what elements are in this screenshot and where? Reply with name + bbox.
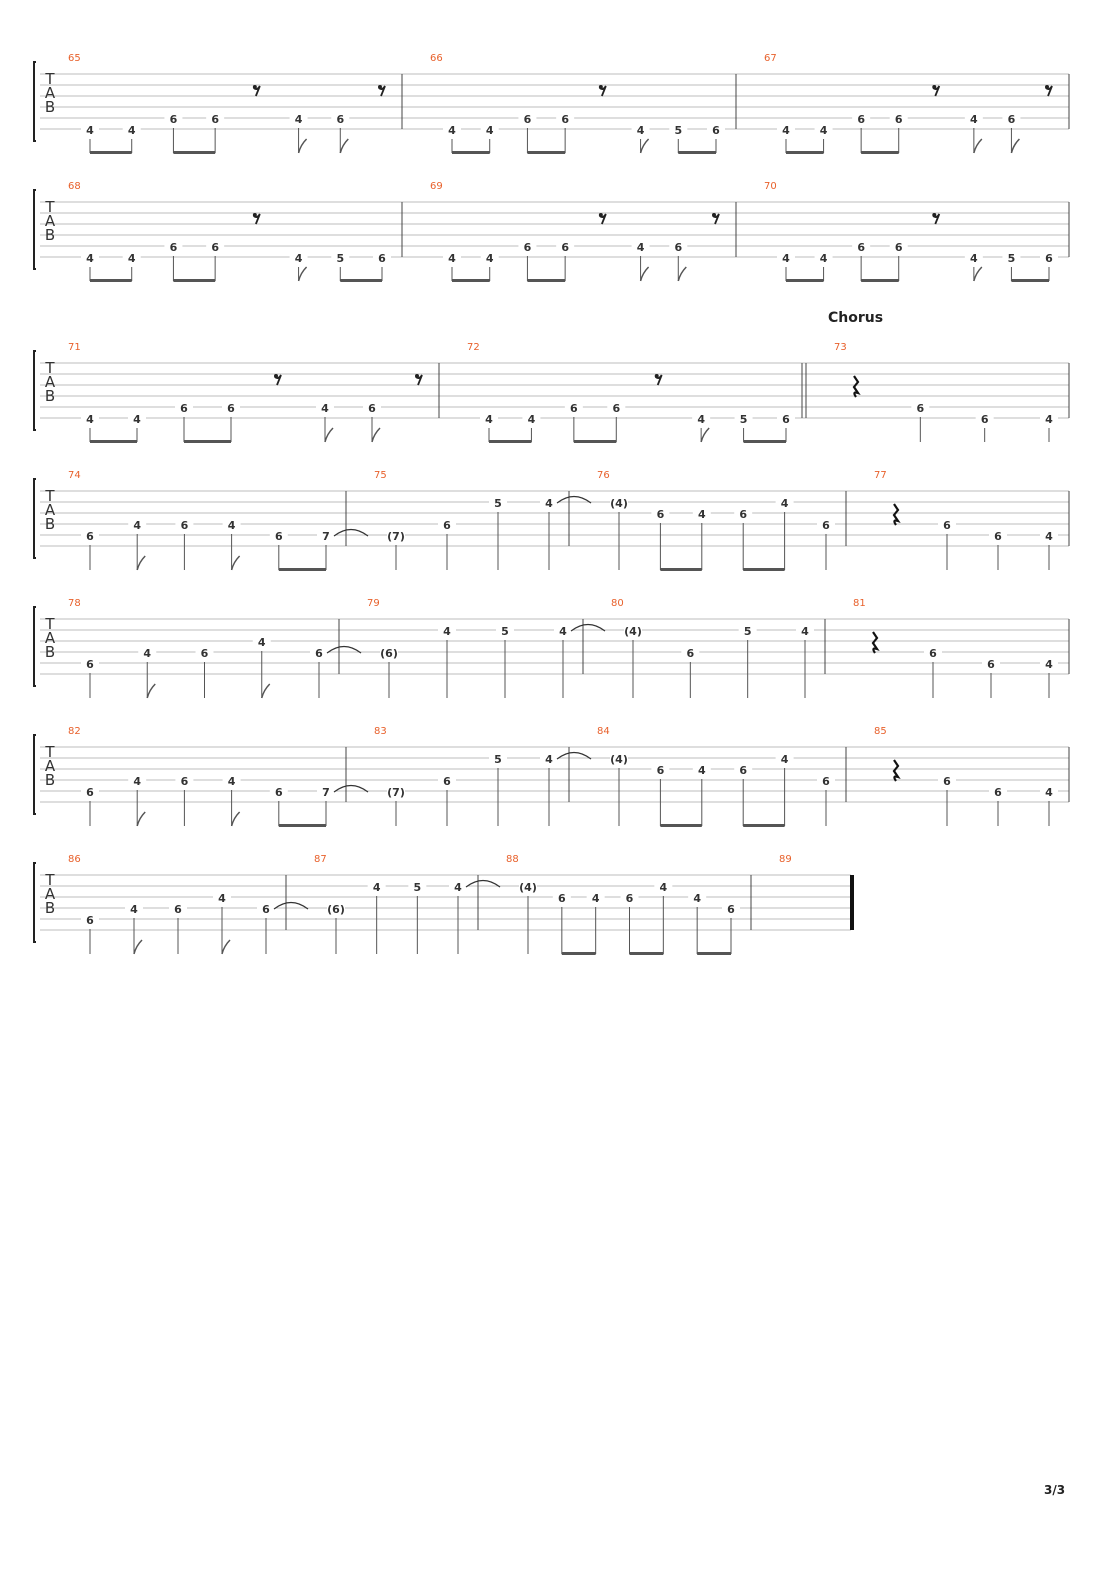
note-flag	[1011, 139, 1019, 153]
quarter-rest	[873, 632, 877, 653]
fret-number: 5	[494, 753, 502, 766]
fret-number: 7	[322, 786, 330, 799]
fret-number: (4)	[610, 753, 628, 766]
fret-number: 6	[378, 252, 386, 265]
fret-number: 6	[994, 786, 1002, 799]
measure-number: 75	[374, 470, 387, 481]
beam	[786, 279, 824, 282]
fret-number: 6	[86, 530, 94, 543]
tab-system	[34, 342, 1069, 443]
measure-number: 70	[764, 181, 777, 192]
tab-system	[34, 598, 1069, 698]
fret-number: 6	[822, 775, 830, 788]
tab-clef-letter: A	[44, 84, 56, 102]
fret-number: 6	[523, 241, 532, 254]
beam	[574, 440, 616, 443]
tab-system	[34, 470, 1069, 571]
measure-number: 65	[68, 53, 81, 64]
note-flag	[974, 267, 982, 281]
fret-number: 4	[227, 775, 236, 788]
system-bracket	[34, 863, 36, 942]
fret-number: 6	[274, 786, 283, 799]
fret-number: 4	[294, 252, 303, 265]
fret-number: 4	[485, 124, 494, 137]
tab-system	[34, 181, 1069, 282]
fret-number: 4	[780, 497, 789, 510]
fret-number: 4	[133, 413, 141, 426]
measure-number: 71	[68, 342, 81, 353]
beam	[340, 279, 382, 282]
eighth-rest-dot	[655, 374, 659, 378]
fret-number: 4	[485, 413, 493, 426]
fret-number: 4	[697, 764, 706, 777]
tab-clef-letter: B	[44, 226, 56, 244]
note-flag	[134, 940, 142, 954]
fret-number: 4	[545, 497, 553, 510]
fret-number: 6	[656, 508, 665, 521]
fret-number: 4	[636, 241, 645, 254]
fret-number: 6	[674, 241, 683, 254]
fret-number: 5	[494, 497, 502, 510]
tab-clef-letter: B	[44, 643, 56, 661]
fret-number: 4	[1045, 530, 1053, 543]
beam	[279, 824, 326, 827]
measure-number: 69	[430, 181, 443, 192]
note-flag	[325, 428, 333, 442]
fret-number: 4	[801, 625, 809, 638]
fret-number: 5	[739, 413, 748, 426]
fret-number: 6	[712, 124, 720, 137]
eighth-rest-dot	[932, 85, 936, 89]
fret-number: 4	[970, 252, 978, 265]
fret-number: 6	[523, 113, 532, 126]
eighth-rest-dot	[712, 213, 716, 217]
note-flag	[299, 139, 307, 153]
beam	[630, 952, 664, 955]
fret-number: (6)	[327, 903, 345, 916]
note-flag	[974, 139, 982, 153]
fret-number: 6	[86, 914, 94, 927]
eighth-rest-dot	[274, 374, 278, 378]
page-number: 3/3	[1044, 1483, 1066, 1497]
system-bracket	[34, 62, 36, 141]
fret-number: 4	[697, 413, 705, 426]
tab-clef-letter: B	[44, 387, 56, 405]
fret-number: 6	[274, 530, 283, 543]
fret-number: 4	[218, 892, 226, 905]
tab-clef-letter: A	[44, 757, 56, 775]
note-flag	[222, 940, 230, 954]
note-flag	[137, 556, 145, 570]
measure-number: 77	[874, 470, 887, 481]
measure-number: 82	[68, 726, 81, 737]
fret-number: 4	[86, 124, 94, 137]
fret-number: 6	[561, 113, 569, 126]
fret-number: 6	[929, 647, 937, 660]
fret-number: 6	[561, 241, 569, 254]
fret-number: 4	[127, 124, 136, 137]
fret-number: 4	[559, 625, 567, 638]
eighth-rest-dot	[253, 213, 257, 217]
tab-clef-letter: T	[45, 871, 55, 889]
eighth-rest-dot	[1045, 85, 1049, 89]
fret-number: 4	[527, 413, 536, 426]
fret-number: 6	[727, 903, 735, 916]
eighth-rest-dot	[378, 85, 382, 89]
note-flag	[137, 812, 145, 826]
fret-number: 6	[987, 658, 995, 671]
quarter-rest	[854, 376, 858, 397]
beam	[90, 279, 132, 282]
beam	[660, 568, 701, 571]
fret-number: 6	[822, 519, 830, 532]
fret-number: 5	[743, 625, 752, 638]
beam	[660, 824, 701, 827]
fret-number: 4	[1045, 658, 1053, 671]
fret-number: 4	[294, 113, 303, 126]
tab-clef-letter: A	[44, 212, 56, 230]
quarter-rest	[894, 504, 898, 525]
note-flag	[372, 428, 380, 442]
measure-number: 73	[834, 342, 847, 353]
system-bracket	[34, 479, 36, 558]
final-barline	[850, 875, 854, 930]
fret-number: 4	[448, 252, 456, 265]
fret-number: 6	[443, 775, 451, 788]
measure-number: 81	[853, 598, 866, 609]
fret-number: 4	[819, 252, 828, 265]
fret-number: 4	[819, 124, 828, 137]
beam	[173, 279, 215, 282]
fret-number: (6)	[380, 647, 398, 660]
fret-number: 6	[916, 402, 925, 415]
measure-number: 83	[374, 726, 387, 737]
tab-clef-letter: B	[44, 771, 56, 789]
fret-number: 4	[697, 508, 706, 521]
fret-number: 4	[591, 892, 600, 905]
fret-number: 6	[739, 508, 748, 521]
measure-number: 85	[874, 726, 887, 737]
fret-number: 6	[894, 241, 903, 254]
fret-number: 4	[86, 252, 94, 265]
measure-number: 80	[611, 598, 624, 609]
measure-number: 86	[68, 854, 81, 865]
note-flag	[340, 139, 348, 153]
beam	[744, 440, 786, 443]
measure-number: 87	[314, 854, 327, 865]
eighth-rest-dot	[599, 213, 603, 217]
fret-number: 6	[739, 764, 748, 777]
measure-number: 74	[68, 470, 81, 481]
beam	[452, 151, 490, 154]
fret-number: 6	[169, 241, 178, 254]
beam	[1011, 279, 1049, 282]
fret-number: 6	[174, 903, 182, 916]
system-bracket	[34, 607, 36, 686]
fret-number: 4	[485, 252, 494, 265]
fret-number: 6	[336, 113, 345, 126]
fret-number: 5	[336, 252, 345, 265]
measure-number: 78	[68, 598, 81, 609]
fret-number: 4	[227, 519, 236, 532]
beam	[279, 568, 326, 571]
fret-number: 6	[625, 892, 634, 905]
tab-clef-letter: T	[45, 487, 55, 505]
fret-number: 4	[143, 647, 152, 660]
fret-number: 4	[127, 252, 136, 265]
fret-number: 6	[1045, 252, 1053, 265]
beam	[697, 952, 731, 955]
measure-number: 66	[430, 53, 443, 64]
fret-number: 4	[780, 753, 789, 766]
eighth-rest-dot	[415, 374, 419, 378]
system-bracket	[34, 190, 36, 269]
fret-number: 4	[1045, 413, 1053, 426]
fret-number: 6	[570, 402, 578, 415]
beam	[184, 440, 231, 443]
fret-number: 4	[782, 252, 790, 265]
fret-number: 6	[200, 647, 209, 660]
fret-number: 5	[1007, 252, 1016, 265]
tab-system	[34, 53, 1069, 154]
note-flag	[641, 267, 649, 281]
beam	[743, 824, 784, 827]
eighth-rest-dot	[253, 85, 257, 89]
fret-number: 5	[413, 881, 422, 894]
measure-number: 68	[68, 181, 81, 192]
beam	[527, 279, 565, 282]
fret-number: (4)	[624, 625, 642, 638]
tab-clef-letter: A	[44, 501, 56, 519]
fret-number: 6	[943, 519, 951, 532]
fret-number: 6	[368, 402, 376, 415]
fret-number: 6	[443, 519, 451, 532]
tab-clef-letter: B	[44, 899, 56, 917]
fret-number: 6	[180, 775, 189, 788]
tab-clef-letter: B	[44, 98, 56, 116]
fret-number: 5	[501, 625, 509, 638]
fret-number: 6	[894, 113, 903, 126]
beam	[678, 151, 716, 154]
measure-number: 72	[467, 342, 480, 353]
fret-number: (4)	[519, 881, 537, 894]
fret-number: 6	[169, 113, 178, 126]
fret-number: 6	[656, 764, 665, 777]
fret-number: 5	[674, 124, 683, 137]
fret-number: 6	[315, 647, 323, 660]
note-flag	[641, 139, 649, 153]
fret-number: 4	[86, 413, 94, 426]
tab-clef-letter: T	[45, 743, 55, 761]
fret-number: 6	[558, 892, 566, 905]
fret-number: 4	[448, 124, 456, 137]
beam	[861, 279, 899, 282]
beam	[90, 151, 132, 154]
beam	[527, 151, 565, 154]
tab-clef-letter: T	[45, 198, 55, 216]
fret-number: 4	[321, 402, 329, 415]
fret-number: 6	[86, 658, 94, 671]
fret-number: 4	[970, 113, 978, 126]
note-flag	[262, 684, 270, 698]
fret-number: 4	[1045, 786, 1053, 799]
tab-clef-letter: A	[44, 629, 56, 647]
system-bracket	[34, 351, 36, 430]
fret-number: 4	[636, 124, 645, 137]
fret-number: 6	[211, 241, 219, 254]
tab-system	[34, 726, 1069, 827]
fret-number: 6	[994, 530, 1002, 543]
note-flag	[232, 556, 240, 570]
quarter-rest	[894, 760, 898, 781]
fret-number: 6	[980, 413, 989, 426]
fret-number: 4	[372, 881, 381, 894]
system-bracket	[34, 735, 36, 814]
fret-number: 4	[454, 881, 462, 894]
beam	[489, 440, 531, 443]
tab-clef-letter: T	[45, 615, 55, 633]
fret-number: 6	[262, 903, 270, 916]
note-flag	[678, 267, 686, 281]
measure-number: 88	[506, 854, 519, 865]
beam	[786, 151, 824, 154]
measure-number: 76	[597, 470, 610, 481]
fret-number: 6	[86, 786, 94, 799]
note-flag	[147, 684, 155, 698]
beam	[562, 952, 596, 955]
beam	[173, 151, 215, 154]
fret-number: 4	[130, 903, 138, 916]
eighth-rest-dot	[599, 85, 603, 89]
tab-clef-letter: A	[44, 373, 56, 391]
fret-number: (4)	[610, 497, 628, 510]
fret-number: 6	[782, 413, 790, 426]
tab-system	[34, 854, 854, 955]
note-flag	[299, 267, 307, 281]
fret-number: 6	[943, 775, 951, 788]
fret-number: 6	[180, 519, 189, 532]
tab-clef-letter: T	[45, 359, 55, 377]
fret-number: 4	[443, 625, 451, 638]
fret-number: 4	[133, 519, 142, 532]
fret-number: 7	[322, 530, 330, 543]
beam	[90, 440, 137, 443]
fret-number: 6	[227, 402, 235, 415]
fret-number: 6	[211, 113, 219, 126]
fret-number: 4	[545, 753, 553, 766]
fret-number: 6	[857, 241, 865, 254]
fret-number: 6	[857, 113, 865, 126]
measure-number: 79	[367, 598, 380, 609]
beam	[743, 568, 784, 571]
fret-number: 6	[1007, 113, 1016, 126]
fret-number: 6	[686, 647, 695, 660]
beam	[452, 279, 490, 282]
fret-number: 6	[612, 402, 621, 415]
note-flag	[701, 428, 709, 442]
fret-number: (7)	[387, 530, 405, 543]
tab-clef-letter: A	[44, 885, 56, 903]
beam	[861, 151, 899, 154]
fret-number: (7)	[387, 786, 405, 799]
measure-number: 67	[764, 53, 777, 64]
note-flag	[232, 812, 240, 826]
fret-number: 4	[659, 881, 668, 894]
fret-number: 4	[693, 892, 701, 905]
tab-clef-letter: B	[44, 515, 56, 533]
fret-number: 6	[180, 402, 188, 415]
tab-clef-letter: T	[45, 70, 55, 88]
fret-number: 4	[133, 775, 142, 788]
measure-number: 84	[597, 726, 610, 737]
eighth-rest-dot	[932, 213, 936, 217]
fret-number: 4	[257, 636, 266, 649]
section-label-chorus: Chorus	[828, 310, 884, 326]
fret-number: 4	[782, 124, 790, 137]
measure-number: 89	[779, 854, 792, 865]
